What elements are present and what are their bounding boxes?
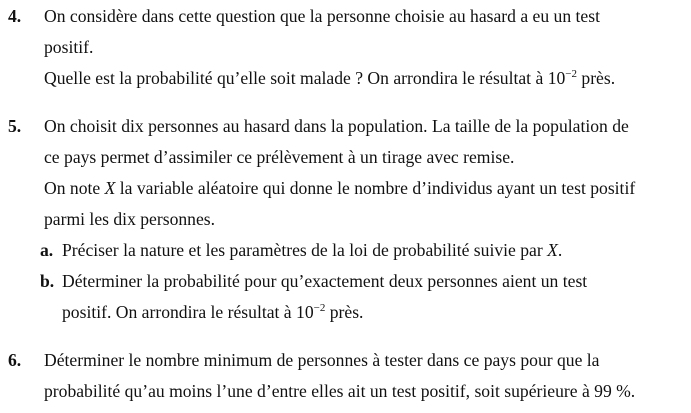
question-5-line-3	[44, 178, 635, 200]
question-4-line-2: positif.	[44, 37, 94, 57]
question-5a-text	[62, 240, 562, 262]
power-exponent: −2	[313, 302, 326, 314]
question-4-line-3-text: Quelle est la probabilité qu’elle soit malade ? On arrondira le résultat à	[44, 68, 548, 88]
question-5-line-3-text: On note	[44, 178, 105, 198]
question-5-line-1: On choisit dix personnes au hasard dans la population. La taille de la population de	[44, 116, 629, 136]
question-5-line-2: ce pays permet d’assimiler ce prélèvement à un tirage avec remise.	[44, 147, 515, 167]
question-5a-label: a.	[40, 240, 54, 260]
question-5-line-3-end: la variable aléatoire qui donne le nombre d’individus ayant un test positif	[115, 178, 636, 198]
question-5-line-4: parmi les dix personnes.	[44, 209, 216, 229]
question-5b-line-2	[62, 302, 363, 324]
question-5b-line-2-end: près.	[325, 302, 364, 322]
question-6-line-2: probabilité qu’au moins l’une d’entre elles ait un test positif, soit supérieure à 99 %.	[44, 381, 636, 401]
power-base: 10	[296, 302, 314, 322]
power-exponent: −2	[565, 68, 577, 80]
question-5-number: 5.	[8, 116, 22, 136]
question-4-number: 4.	[8, 6, 22, 26]
question-6-line-1: Déterminer le nombre minimum de personnes à tester dans ce pays pour que la	[44, 350, 600, 370]
variable-x: X	[104, 178, 116, 198]
question-5b-line-1: Déterminer la probabilité pour qu’exactement deux personnes aient un test	[62, 271, 588, 291]
question-4-line-1: On considère dans cette question que la personne choisie au hasard a eu un test	[44, 6, 600, 26]
question-6-number: 6.	[8, 350, 22, 370]
question-4-line-3-end: près.	[577, 68, 616, 88]
question-5a-text-main: Préciser la nature et les paramètres de la loi de probabilité suivie par	[62, 240, 548, 260]
question-4-line-3	[44, 68, 615, 90]
question-5b-label: b.	[40, 271, 55, 291]
variable-x: X	[547, 240, 558, 260]
power-base: 10	[547, 68, 566, 88]
question-5b-line-2-text: positif. On arrondira le résultat à	[62, 302, 297, 322]
question-5a-text-end: .	[557, 240, 563, 260]
